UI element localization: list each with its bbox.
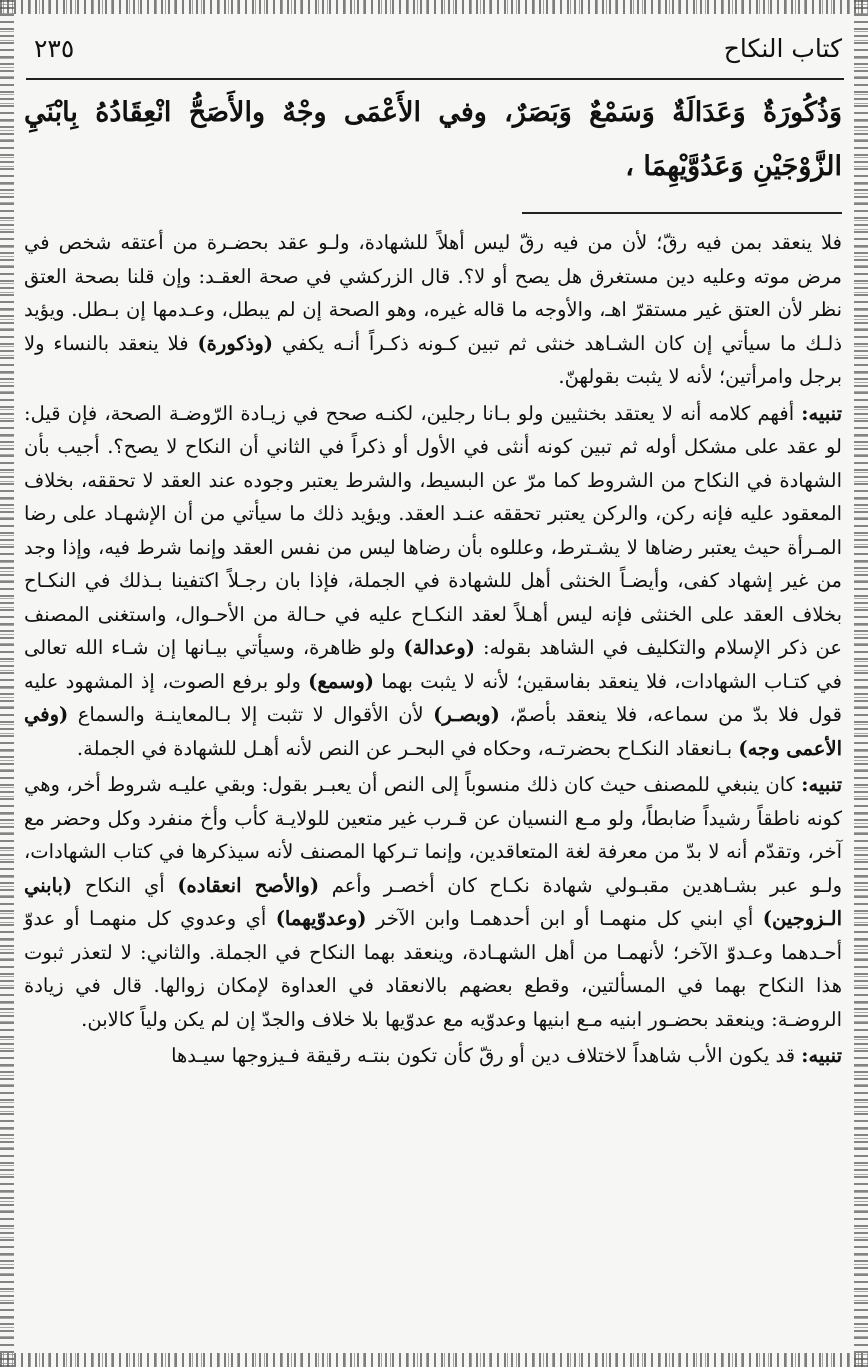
commentary-paragraph-2	[24, 397, 842, 766]
commentary-paragraph-1	[24, 226, 842, 394]
quoted-matn: (والأصح انعقاده)	[177, 873, 320, 897]
quoted-matn: (وفي الأعمى وجه)	[24, 703, 842, 760]
page-header	[34, 28, 842, 78]
paragraph-text: ولو برفع الصوت، إذ المشهود عليه قول فلا بدّ من سماعه، فلا ينعقد بأصمّ،	[24, 669, 843, 726]
paragraph-text: أي وعدوي كل منهمـا أو عدوّ أحـدهما وعـدوّ الآخر؛ لأنهمـا من أهل الشهـادة، وينعقد بهما النكاح في الجملة. والثاني: لا لتعذر ثبوت هذا النكاح بهما في المسألتين، وقطع بعضهم بالانعقاد في العداوة لإمكان زوالها. قال في زيادة الروضـة: وينعقد بحضـور ابنيه مـع ابنيها وعدوّيه مع عدوّيها بلا خلاف والجدّ إن لم يكن ولياً كالابن.	[24, 907, 842, 1031]
ornamental-border-right	[854, 0, 868, 1367]
note-label: تنبيه:	[801, 773, 842, 796]
matn-text: وَذُكُورَةٌ وَعَدَالَةٌ وَسَمْعٌ وَبَصَرٌ، وفي الأَعْمَى وجْهٌ والأَصَحُّ انْعِقَادُهُ بِابْنَيِ الزَّوْجَيْنِ وَعَدُوَّيْهِمَا ،	[24, 97, 842, 182]
quoted-matn: (وذكورة)	[197, 331, 273, 355]
quoted-matn: (وسمع)	[308, 669, 375, 693]
paragraph-text: فلا ينعقد بالنساء ولا برجل وامرأتين؛ لأنه لا يثبت بقولهنّ.	[24, 331, 842, 388]
chapter-title: كتاب النكاح	[723, 34, 842, 63]
paragraph-text: فلا ينعقد بمن فيه رقّ؛ لأن من فيه رقّ ليس أهلاً للشهادة، ولـو عقد بحضـرة من أعتقه شخص في مرض موته وعليه دين مستغرق هل يصح أو لا؟. قال الزركشي في صحة العقـد: وإن قلنا بصحة العتق نظر لأن العتق غير مستقرّ اهـ، والأوجه ما قاله غيره، وهو الصحة إن لم يبطل، وعـدمها إن بـطل. ويؤيد ذلـك ما سيأتي إن كان الشـاهد خنثى ثم تبين كـونه ذكـراً أنـه يكفي	[24, 231, 842, 355]
note-label: تنبيه:	[801, 1044, 842, 1067]
header-rule	[26, 78, 844, 80]
commentary-paragraph-4	[24, 1039, 842, 1073]
ornamental-border-bottom	[0, 1353, 868, 1367]
paragraph-text: قد يكون الأب شاهداً لاختلاف دين أو رقّ كأن تكون بنتـه رقيقة فـيزوجها سيـدها	[171, 1044, 796, 1067]
paragraph-text: كان ينبغي للمصنف حيث كان ذلك منسوباً إلى النص أن يعبـر بقول: وبقي عليـه شروط أخر، وهي كونه ناطقاً رشيداً ضابطاً، ولو مـع النسيان عن قـرب غير متعين للولايـة كأب وأخ منفرد وكل وحضر مع آخر، وتقدّم أنه لا بدّ من معرفة لغة المتعاقدين، وإنما تـركها المصنف لأنه سيذكرها في كتاب الشهادات، ولـو عبر بشـاهدين مقبـولي شهادة نكـاح كان أخصـر وأعم	[24, 773, 843, 897]
paragraph-text: بـانعقاد النكـاح بحضرتـه، وحكاه في البحـر عن النص لأنه أهـل للشهادة في الجملة.	[76, 736, 733, 760]
quoted-matn: (وبصـر)	[433, 703, 500, 726]
paragraph-text: ولو ظاهرة، وسيأتي بيـانها إن شـاء الله تعالى في كتـاب الشهادات، فلا ينعقد بفاسقين؛ لأنه لا يثبت بهما	[24, 636, 843, 693]
quoted-matn: (بابني الـزوجين)	[24, 873, 842, 930]
commentary	[24, 226, 842, 1076]
quoted-matn: (وعدالة)	[403, 636, 475, 659]
matn-separator	[522, 212, 842, 214]
paragraph-text: أفهم كلامه أنه لا يعتقد بخنثيين ولو بـانا رجلين، لكنـه صحح في زيـادة الرّوضـة الصحة، فإن قيل: لو عقد على مشكل أوله ثم تبين كونه أنثى في الأول أو ذكراً في الثاني أن النكاح لا يصح؟. أجيب بأن الشهادة في النكاح من الشروط كما مرّ عن البسيط، والشرط يعتبر وجوده عند العقد لا تحققه، بخلاف المعقود عليه فإنه ركن، والركن يعتبر تحققه عنـد العقد. ويؤيد ذلك ما سيأتي من أن الإشهـاد على رضا المـرأة حيث يعتبر رضاها لا يشـترط، وعللوه بأن رضاها ليس من نفس العقد وإنما شرط فيه، وإذا وجد من غير إشهاد كفى، وأيضـاً الخنثى أهل للشهادة في الجملة، فإذا بان رجـلاً اكتفينا بـذلك في النكـاح بخلاف العقد على الخنثى فإنه ليس أهـلاً لعقد النكـاح عليه في حـالة من الأحـوال، واستغنى المصنف عن ذكر الإسلام والتكليف في الشاهد بقوله:	[24, 401, 843, 659]
page-number: ٢٣٥	[34, 34, 75, 63]
paragraph-text: أي النكاح	[84, 873, 165, 897]
note-label: تنبيه:	[801, 401, 842, 425]
paragraph-text: لأن الأقوال لا تثبت إلا بـالمعاينـة والسماع	[77, 703, 424, 726]
ornamental-border-left	[0, 0, 14, 1367]
commentary-paragraph-3	[24, 768, 842, 1036]
paragraph-text: أي ابني كل منهمـا أو ابن أحدهمـا وابن الآخر	[375, 907, 754, 930]
quoted-matn: (وعدوّيهما)	[275, 907, 367, 930]
ornamental-border-top	[0, 0, 868, 14]
